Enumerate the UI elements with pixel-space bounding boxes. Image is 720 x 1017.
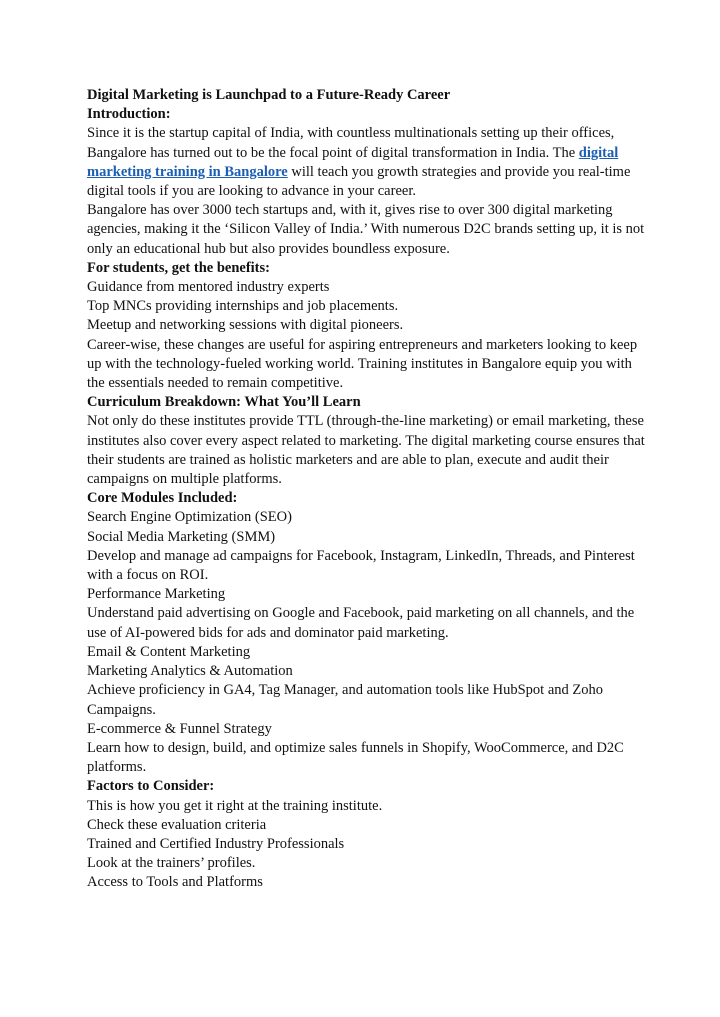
career-paragraph: Career-wise, these changes are useful for aspiring entrepreneurs and marketers looking to keep up with the technology-fueled working world. Training institutes in Bangalore equip you with the essentials needed to remain competitive. (87, 336, 638, 392)
factors-heading: Factors to Consider: (87, 778, 215, 795)
factors-item: Look at the trainers’ profiles. (87, 855, 256, 872)
students-item: Guidance from mentored industry experts (87, 279, 330, 296)
document-body (87, 86, 647, 893)
module-item: Understand paid advertising on Google and Facebook, paid marketing on all channels, and the use of AI-powered bids for ads and dominator paid marketing. (87, 605, 635, 641)
students-item: Top MNCs providing internships and job placements. (87, 298, 399, 315)
module-item: Social Media Marketing (SMM) (87, 528, 276, 545)
factors-item: Access to Tools and Platforms (87, 874, 263, 891)
intro-paragraph-1 (87, 124, 647, 201)
module-item: Marketing Analytics & Automation (87, 663, 293, 680)
module-item: Learn how to design, build, and optimize sales funnels in Shopify, WooCommerce, and D2C platforms. (87, 739, 624, 776)
curriculum-paragraph: Not only do these institutes provide TTL (through-the-line marketing) or email marketing, these institutes also cover every aspect related to marketing. The digital marketing course ensures that their students are trained as holistic marketers and are able to plan, execute and audit their campaigns on multiple platforms. (87, 413, 645, 488)
students-item: Meetup and networking sessions with digital pioneers. (87, 317, 404, 334)
module-item: E-commerce & Funnel Strategy (87, 720, 272, 737)
module-item: Search Engine Optimization (SEO) (87, 509, 292, 526)
intro-heading: Introduction: (87, 106, 171, 123)
factors-item: Check these evaluation criteria (87, 816, 267, 833)
module-item: Email & Content Marketing (87, 643, 251, 660)
students-heading: For students, get the benefits: (87, 259, 270, 276)
factors-item: This is how you get it right at the training institute. (87, 797, 383, 814)
module-item: Performance Marketing (87, 586, 226, 603)
intro-text-before-link: Since it is the startup capital of India, with countless multinationals setting up their offices, Bangalore has turned out to be the focal point of digital transformation in India. The (87, 125, 615, 161)
intro-text-after-link: will teach you growth strategies and provide you real-time digital tools if you are looking to advance in your career. (87, 163, 631, 200)
intro-paragraph-2: Bangalore has over 3000 tech startups and, with it, gives rise to over 300 digital marketing agencies, making it the ‘Silicon Valley of India.’ With numerous D2C brands setting up, it is not only an educational hub but also provides boundless exposure. (87, 202, 645, 257)
factors-item: Trained and Certified Industry Professionals (87, 835, 345, 852)
module-item: Develop and manage ad campaigns for Facebook, Instagram, LinkedIn, Threads, and Pinterest with a focus on ROI. (87, 547, 635, 584)
modules-heading: Core Modules Included: (87, 490, 238, 507)
digital-marketing-training-link[interactable]: digital marketing training in Bangalore (87, 144, 619, 180)
module-item: Achieve proficiency in GA4, Tag Manager, and automation tools like HubSpot and Zoho Campaigns. (87, 682, 603, 718)
document-title: Digital Marketing is Launchpad to a Future-Ready Career (87, 87, 451, 103)
curriculum-heading: Curriculum Breakdown: What You’ll Learn (87, 394, 361, 411)
